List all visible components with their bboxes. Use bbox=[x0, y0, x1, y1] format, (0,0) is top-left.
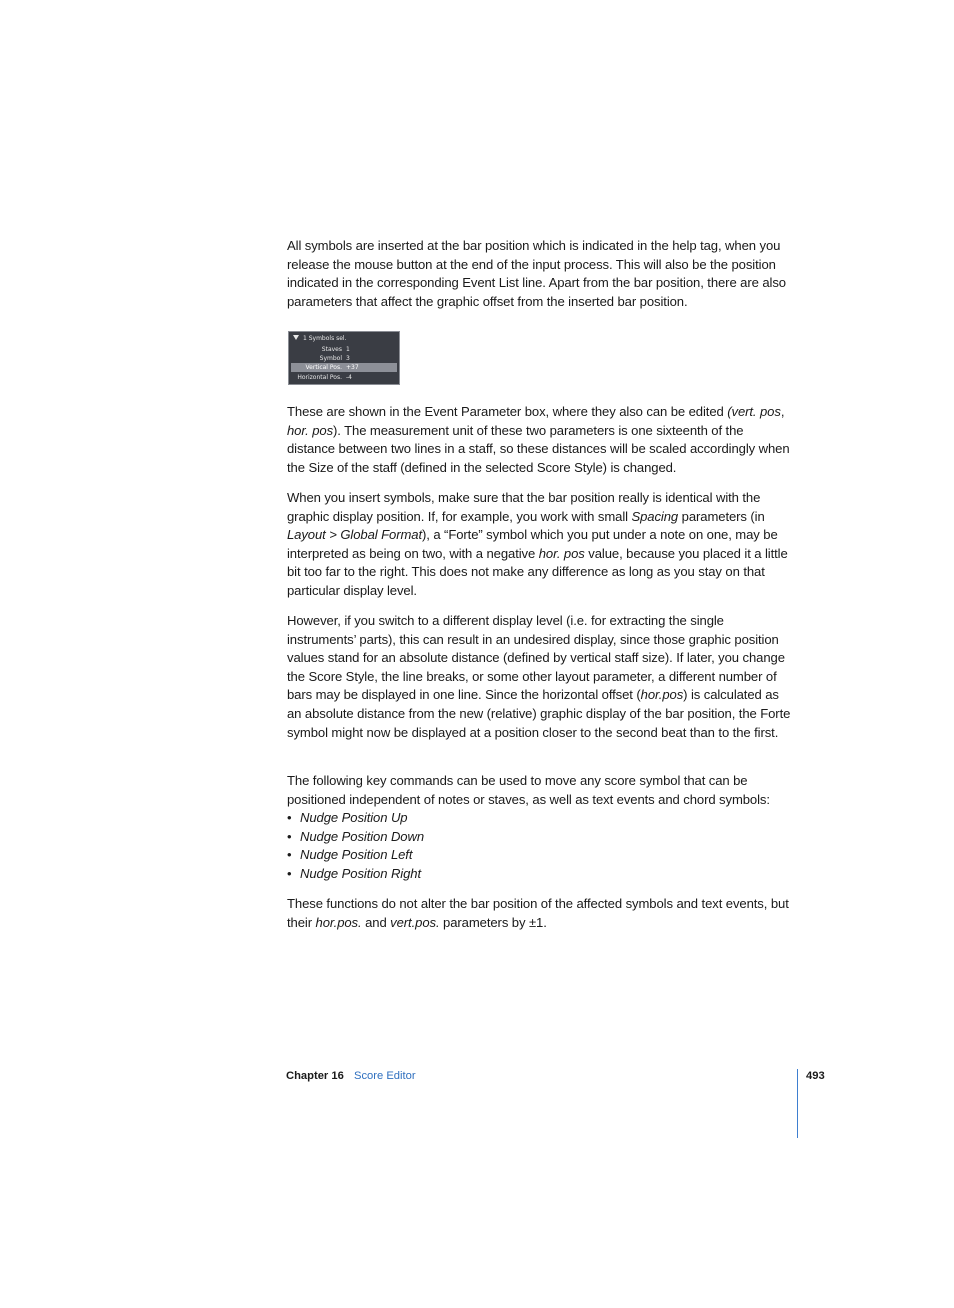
text-run: and bbox=[361, 914, 391, 930]
paragraph-text: The following key commands can be used to move any score symbol that can be positioned independent of notes or staves, as well as text events and chord symbols: bbox=[287, 773, 770, 807]
key-command-list bbox=[287, 809, 792, 883]
param-value[interactable]: -4 bbox=[346, 374, 352, 381]
text-run: ) is calculated as an absolute distance from the new (relative) graphic display of the bar position, the Forte symbol might now be displayed at a position closer to the second beat than to the first. bbox=[287, 687, 791, 740]
text-run: parameters (in bbox=[678, 508, 765, 524]
paragraph-event-parameter bbox=[287, 403, 792, 477]
param-value[interactable]: +37 bbox=[346, 364, 359, 371]
paragraph-text: All symbols are inserted at the bar position which is indicated in the help tag, when you release the mouse button at the end of the input process. This will also be the position indicated in the corresponding Event List line. Apart from the bar position, there are also parameters that affect the graphic offset from the inserted bar position. bbox=[287, 238, 786, 309]
list-item: • Nudge Position Left bbox=[287, 846, 792, 865]
event-parameter-box bbox=[288, 331, 400, 385]
text-run: These functions do not alter the bar position of the affected symbols and text events, but their bbox=[287, 896, 789, 930]
italic-term: hor. pos bbox=[287, 422, 334, 438]
param-row-horizontal-pos[interactable] bbox=[291, 373, 397, 382]
param-label: Staves bbox=[321, 346, 342, 353]
italic-term: vert.pos. bbox=[390, 914, 440, 930]
list-item: • Nudge Position Right bbox=[287, 865, 792, 884]
disclosure-triangle-icon[interactable] bbox=[293, 335, 299, 340]
param-label: Horizontal Pos. bbox=[297, 374, 342, 381]
text-run: ). The measurement unit of these two parameters is one sixteenth of the distance between two lines in a staff, so these distances will be scaled accordingly when the Size of the staff (defined in the selected Score Style) is changed. bbox=[287, 422, 790, 475]
footer-divider bbox=[797, 1069, 798, 1138]
param-label: Vertical Pos. bbox=[305, 364, 342, 371]
list-item: • Nudge Position Down bbox=[287, 828, 792, 847]
italic-term: hor.pos bbox=[640, 687, 684, 703]
italic-term: (vert. pos bbox=[727, 404, 781, 419]
text-run: , bbox=[780, 404, 785, 419]
text-run: However, if you switch to a different display level (i.e. for extracting the single instruments’ parts), this can result in an undesired display, since those graphic position values stand for an absolute distance (defined by vertical staff size). If later, you change the Score Style, the line breaks, or some other layout parameter, a different number of bars may be displayed in one line. Since the horizontal offset ( bbox=[287, 613, 785, 703]
paragraph-key-commands bbox=[287, 772, 792, 884]
footer-chapter-title-link[interactable]: Score Editor bbox=[354, 1070, 416, 1082]
paragraph-text bbox=[287, 612, 792, 742]
footer-chapter: Chapter 16 bbox=[286, 1070, 344, 1082]
paragraph-functions bbox=[287, 895, 792, 932]
paragraph-text bbox=[287, 895, 792, 932]
param-box-header bbox=[293, 335, 347, 342]
italic-term: Spacing bbox=[631, 508, 679, 524]
param-row-vertical-pos[interactable] bbox=[291, 363, 397, 372]
param-row-symbol[interactable] bbox=[291, 354, 397, 363]
text-run: ), a “Forte” symbol which you put under a note on one, may be interpreted as being on two, with a negative bbox=[287, 527, 778, 561]
page-number: 493 bbox=[806, 1070, 825, 1082]
param-label: Symbol bbox=[319, 355, 342, 362]
param-value[interactable]: 1 bbox=[346, 346, 350, 353]
param-row-staves[interactable] bbox=[291, 345, 397, 354]
paragraph-display-level bbox=[287, 612, 792, 742]
text-run: parameters by ±1. bbox=[439, 914, 547, 930]
italic-term: hor. pos bbox=[538, 545, 585, 561]
paragraph-text bbox=[287, 403, 792, 477]
paragraph-insert-symbols bbox=[287, 489, 792, 601]
text-run: When you insert symbols, make sure that the bar position really is identical with the graphic display position. If, for example, you work with small bbox=[287, 490, 761, 524]
list-item: • Nudge Position Up bbox=[287, 809, 792, 828]
param-value[interactable]: 3 bbox=[346, 355, 350, 362]
italic-term: hor.pos. bbox=[315, 914, 362, 930]
text-run: value, because you placed it a little bit too far to the right. This does not make any difference as long as you stay on that particular display level. bbox=[287, 545, 788, 598]
paragraph-bar-position bbox=[287, 237, 792, 311]
text-run: These are shown in the Event Parameter box, where they also can be edited bbox=[287, 404, 728, 419]
italic-term: Layout > Global Format bbox=[287, 527, 422, 543]
param-box-title: 1 Symbols sel. bbox=[303, 335, 347, 342]
paragraph-text bbox=[287, 489, 792, 601]
